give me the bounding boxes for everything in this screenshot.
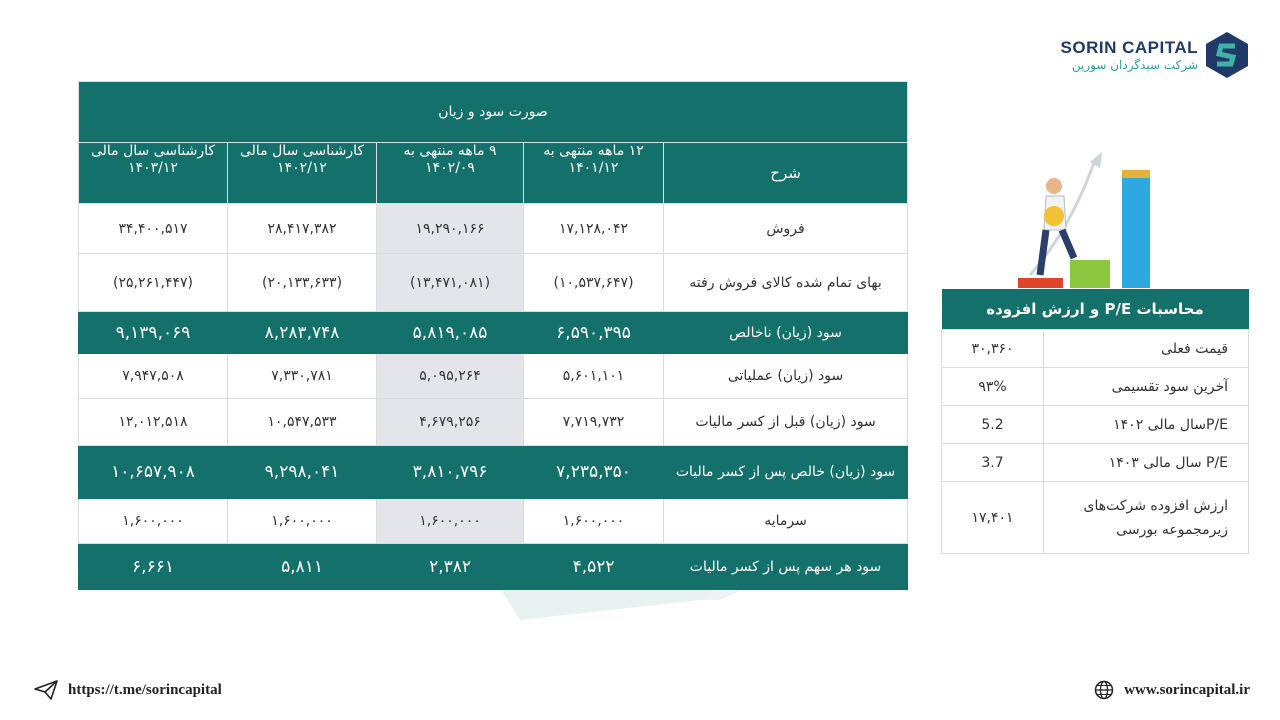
- pe-value: ۳۰,۳۶۰: [942, 330, 1044, 368]
- pe-panel: [941, 289, 1248, 554]
- cell-value: ۱۰,۶۵۷,۹۰۸: [79, 446, 228, 499]
- cell-value: ۱,۶۰۰,۰۰۰: [228, 499, 377, 544]
- website-link[interactable]: [1094, 680, 1250, 700]
- pe-value: 3.7: [942, 444, 1044, 482]
- table-row: [79, 544, 908, 590]
- cell-value: ۵,۸۱۱: [228, 544, 377, 590]
- cell-value: ۱۷,۱۲۸,۰۴۲: [524, 204, 664, 254]
- cell-value: ۶,۶۶۱: [79, 544, 228, 590]
- telegram-url[interactable]: https://t.me/sorincapital: [68, 681, 222, 698]
- table-row: [79, 204, 908, 254]
- cell-value: ۱۰,۵۴۷,۵۳۳: [228, 399, 377, 446]
- pe-value: ۹۳%: [942, 368, 1044, 406]
- column-header: کارشناسی سال مالی ۱۴۰۳/۱۲: [79, 143, 228, 204]
- pe-row: [942, 330, 1249, 368]
- pe-label: آخرین سود تقسیمی: [1044, 368, 1249, 406]
- row-label: سود هر سهم پس از کسر مالیات: [664, 544, 908, 590]
- cell-value: ۵,۰۹۵,۲۶۴: [377, 354, 524, 399]
- telegram-link[interactable]: [34, 680, 222, 700]
- logo-subtitle: شرکت سبدگردان سورین: [1071, 58, 1198, 72]
- row-label: سود (زیان) عملیاتی: [664, 354, 908, 399]
- cell-value: (۲۰,۱۳۳,۶۳۳): [228, 254, 377, 312]
- cell-value: ۳۴,۴۰۰,۵۱۷: [79, 204, 228, 254]
- pe-title: محاسبات P/E و ارزش افزوده: [942, 289, 1249, 330]
- column-header: ۹ ماهه منتهی به ۱۴۰۲/۰۹: [377, 143, 524, 204]
- cell-value: ۱,۶۰۰,۰۰۰: [79, 499, 228, 544]
- pe-table: [941, 289, 1249, 554]
- table-row: [79, 499, 908, 544]
- table-row: [79, 254, 908, 312]
- column-header: کارشناسی سال مالی ۱۴۰۲/۱۲: [228, 143, 377, 204]
- cell-value: ۷,۹۴۷,۵۰۸: [79, 354, 228, 399]
- row-label: بهای تمام شده کالای فروش رفته: [664, 254, 908, 312]
- cell-value: (۲۵,۲۶۱,۴۴۷): [79, 254, 228, 312]
- pe-label: قیمت فعلی: [1044, 330, 1249, 368]
- pe-row: [942, 482, 1249, 554]
- growth-illustration: [1010, 150, 1170, 295]
- table-row: [79, 354, 908, 399]
- telegram-icon: [34, 680, 58, 700]
- cell-value: ۱۲,۰۱۲,۵۱۸: [79, 399, 228, 446]
- table-title: صورت سود و زیان: [79, 82, 908, 143]
- row-label: سود (زیان) قبل از کسر مالیات: [664, 399, 908, 446]
- cell-value: ۷,۷۱۹,۷۳۲: [524, 399, 664, 446]
- income-table: [78, 81, 908, 590]
- row-label: فروش: [664, 204, 908, 254]
- table-row: [79, 446, 908, 499]
- pe-row: [942, 406, 1249, 444]
- pe-label: ارزش افزوده شرکت‌های زیرمجموعه بورسی: [1044, 482, 1249, 554]
- cell-value: (۱۳,۴۷۱,۰۸۱): [377, 254, 524, 312]
- column-header: ۱۲ ماهه منتهی به ۱۴۰۱/۱۲: [524, 143, 664, 204]
- row-label: سرمایه: [664, 499, 908, 544]
- cell-value: ۱۹,۲۹۰,۱۶۶: [377, 204, 524, 254]
- cell-value: ۱,۶۰۰,۰۰۰: [377, 499, 524, 544]
- cell-value: ۷,۳۳۰,۷۸۱: [228, 354, 377, 399]
- cell-value: ۹,۱۳۹,۰۶۹: [79, 312, 228, 354]
- cell-value: ۸,۲۸۳,۷۴۸: [228, 312, 377, 354]
- pe-value: 5.2: [942, 406, 1044, 444]
- column-header: شرح: [664, 143, 908, 204]
- cell-value: ۴,۶۷۹,۲۵۶: [377, 399, 524, 446]
- cell-value: (۱۰,۵۳۷,۶۴۷): [524, 254, 664, 312]
- cell-value: ۵,۸۱۹,۰۸۵: [377, 312, 524, 354]
- website-url[interactable]: www.sorincapital.ir: [1124, 681, 1250, 698]
- company-logo: [1061, 30, 1250, 80]
- globe-icon: [1094, 680, 1114, 700]
- row-label: سود (زیان) ناخالص: [664, 312, 908, 354]
- pe-label: P/E سال مالی ۱۴۰۳: [1044, 444, 1249, 482]
- income-statement: [78, 81, 907, 591]
- pe-row: [942, 444, 1249, 482]
- row-label: سود (زیان) خالص پس از کسر مالیات: [664, 446, 908, 499]
- pe-value: ۱۷,۴۰۱: [942, 482, 1044, 554]
- pe-label: P/Eسال مالی ۱۴۰۲: [1044, 406, 1249, 444]
- cell-value: ۲,۳۸۲: [377, 544, 524, 590]
- table-row: [79, 399, 908, 446]
- cell-value: ۴,۵۲۲: [524, 544, 664, 590]
- cell-value: ۶,۵۹۰,۳۹۵: [524, 312, 664, 354]
- cell-value: ۵,۶۰۱,۱۰۱: [524, 354, 664, 399]
- header-row: [79, 143, 908, 204]
- cell-value: ۹,۲۹۸,۰۴۱: [228, 446, 377, 499]
- cell-value: ۱,۶۰۰,۰۰۰: [524, 499, 664, 544]
- logo-mark-icon: [1204, 30, 1250, 80]
- cell-value: ۳,۸۱۰,۷۹۶: [377, 446, 524, 499]
- table-row: [79, 312, 908, 354]
- pe-row: [942, 368, 1249, 406]
- cell-value: ۲۸,۴۱۷,۳۸۲: [228, 204, 377, 254]
- cell-value: ۷,۲۳۵,۳۵۰: [524, 446, 664, 499]
- logo-title: SORIN CAPITAL: [1060, 38, 1198, 57]
